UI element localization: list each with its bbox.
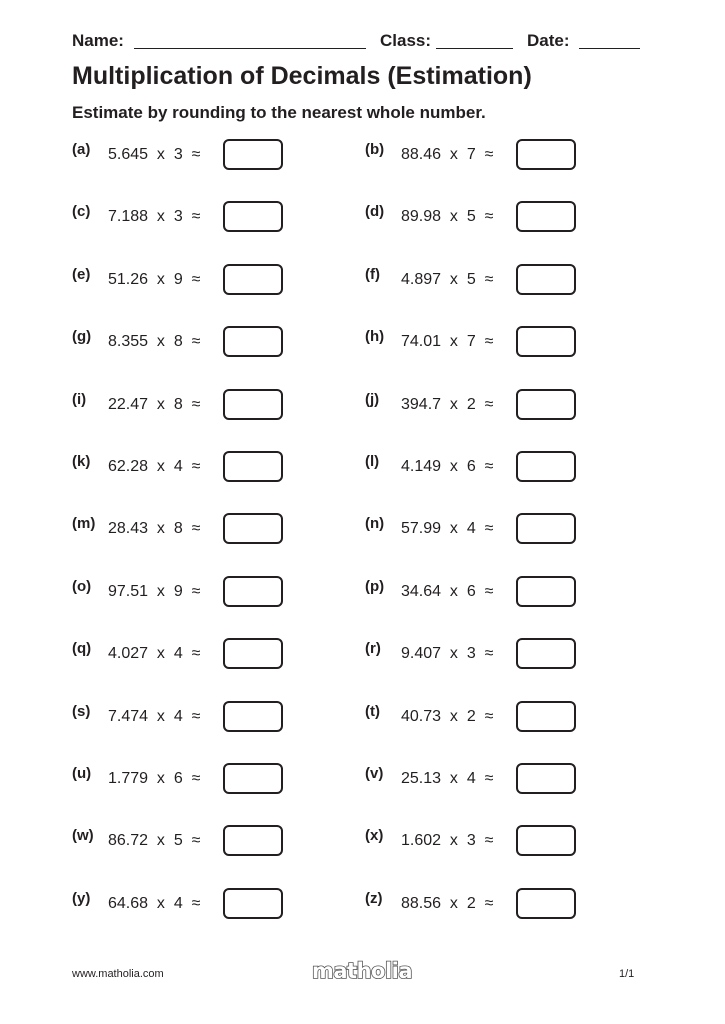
question-label: (x) (365, 827, 384, 844)
answer-box[interactable] (223, 389, 283, 420)
answer-box[interactable] (223, 451, 283, 482)
class-label: Class: (380, 31, 432, 50)
question-item (365, 825, 580, 861)
question-expression: 7.474 x 4 ≈ (108, 708, 201, 725)
answer-box[interactable] (516, 825, 576, 856)
question-label: (e) (72, 266, 91, 283)
question-label: (s) (72, 703, 91, 720)
question-item (365, 326, 580, 362)
question-item (365, 763, 580, 799)
footer-url: www.matholia.com (72, 968, 164, 980)
question-item (72, 825, 287, 861)
question-label: (j) (365, 391, 380, 408)
question-expression: 1.602 x 3 ≈ (401, 832, 494, 849)
question-expression: 25.13 x 4 ≈ (401, 770, 494, 787)
answer-box[interactable] (516, 576, 576, 607)
question-expression: 88.46 x 7 ≈ (401, 146, 494, 163)
question-expression: 28.43 x 8 ≈ (108, 520, 201, 537)
question-label: (l) (365, 453, 380, 470)
question-item (365, 576, 580, 612)
question-label: (q) (72, 640, 92, 657)
question-expression: 8.355 x 8 ≈ (108, 333, 201, 350)
question-label: (a) (72, 141, 91, 158)
question-expression: 4.897 x 5 ≈ (401, 271, 494, 288)
question-label: (g) (72, 328, 92, 345)
question-item (72, 264, 287, 300)
question-expression: 22.47 x 8 ≈ (108, 396, 201, 413)
answer-box[interactable] (516, 638, 576, 669)
question-expression: 7.188 x 3 ≈ (108, 208, 201, 225)
answer-box[interactable] (223, 825, 283, 856)
question-label: (c) (72, 203, 91, 220)
question-label: (h) (365, 328, 385, 345)
answer-box[interactable] (516, 763, 576, 794)
page-number: 1/1 (619, 968, 635, 980)
question-item (365, 451, 580, 487)
answer-box[interactable] (223, 139, 283, 170)
answer-box[interactable] (516, 326, 576, 357)
question-label: (t) (365, 703, 380, 720)
answer-box[interactable] (516, 701, 576, 732)
answer-box[interactable] (516, 201, 576, 232)
question-label: (z) (365, 890, 383, 907)
answer-box[interactable] (223, 638, 283, 669)
answer-box[interactable] (223, 888, 283, 919)
question-label: (f) (365, 266, 380, 283)
question-item (72, 201, 287, 237)
answer-box[interactable] (516, 389, 576, 420)
question-item (72, 638, 287, 674)
question-item (72, 513, 287, 549)
question-expression: 34.64 x 6 ≈ (401, 583, 494, 600)
question-item (72, 389, 287, 425)
answer-box[interactable] (516, 513, 576, 544)
question-item (72, 139, 287, 175)
question-label: (n) (365, 515, 385, 532)
question-item (72, 326, 287, 362)
answer-box[interactable] (223, 201, 283, 232)
answer-box[interactable] (223, 513, 283, 544)
question-label: (r) (365, 640, 381, 657)
question-expression: 62.28 x 4 ≈ (108, 458, 201, 475)
question-expression: 5.645 x 3 ≈ (108, 146, 201, 163)
answer-box[interactable] (516, 888, 576, 919)
answer-box[interactable] (223, 576, 283, 607)
question-item (72, 576, 287, 612)
answer-box[interactable] (516, 451, 576, 482)
question-item (72, 701, 287, 737)
answer-box[interactable] (223, 701, 283, 732)
question-item (72, 888, 287, 924)
question-label: (b) (365, 141, 385, 158)
question-expression: 89.98 x 5 ≈ (401, 208, 494, 225)
question-expression: 40.73 x 2 ≈ (401, 708, 494, 725)
question-label: (v) (365, 765, 384, 782)
question-expression: 74.01 x 7 ≈ (401, 333, 494, 350)
question-item (365, 888, 580, 924)
question-expression: 9.407 x 3 ≈ (401, 645, 494, 662)
answer-box[interactable] (223, 763, 283, 794)
question-label: (y) (72, 890, 91, 907)
question-expression: 1.779 x 6 ≈ (108, 770, 201, 787)
question-label: (k) (72, 453, 91, 470)
answer-box[interactable] (516, 264, 576, 295)
answer-box[interactable] (516, 139, 576, 170)
question-expression: 88.56 x 2 ≈ (401, 895, 494, 912)
name-label: Name: (72, 31, 124, 50)
question-item (365, 513, 580, 549)
question-label: (p) (365, 578, 385, 595)
answer-box[interactable] (223, 326, 283, 357)
question-expression: 86.72 x 5 ≈ (108, 832, 201, 849)
question-label: (o) (72, 578, 92, 595)
question-expression: 51.26 x 9 ≈ (108, 271, 201, 288)
question-item (365, 264, 580, 300)
question-item (365, 139, 580, 175)
question-item (365, 201, 580, 237)
question-expression: 97.51 x 9 ≈ (108, 583, 201, 600)
date-label: Date: (527, 31, 570, 50)
question-label: (i) (72, 391, 87, 408)
question-expression: 57.99 x 4 ≈ (401, 520, 494, 537)
question-label: (m) (72, 515, 96, 532)
question-item (72, 451, 287, 487)
question-expression: 4.149 x 6 ≈ (401, 458, 494, 475)
question-label: (w) (72, 827, 94, 844)
question-expression: 394.7 x 2 ≈ (401, 396, 494, 413)
question-item (365, 389, 580, 425)
question-label: (d) (365, 203, 385, 220)
answer-box[interactable] (223, 264, 283, 295)
question-expression: 64.68 x 4 ≈ (108, 895, 201, 912)
question-expression: 4.027 x 4 ≈ (108, 645, 201, 662)
worksheet-title: Multiplication of Decimals (Estimation) (72, 62, 532, 90)
instruction-text: Estimate by rounding to the nearest whole number. (72, 103, 486, 122)
question-item (365, 701, 580, 737)
matholia-logo: matholia (312, 959, 413, 983)
question-item (72, 763, 287, 799)
question-label: (u) (72, 765, 92, 782)
question-item (365, 638, 580, 674)
